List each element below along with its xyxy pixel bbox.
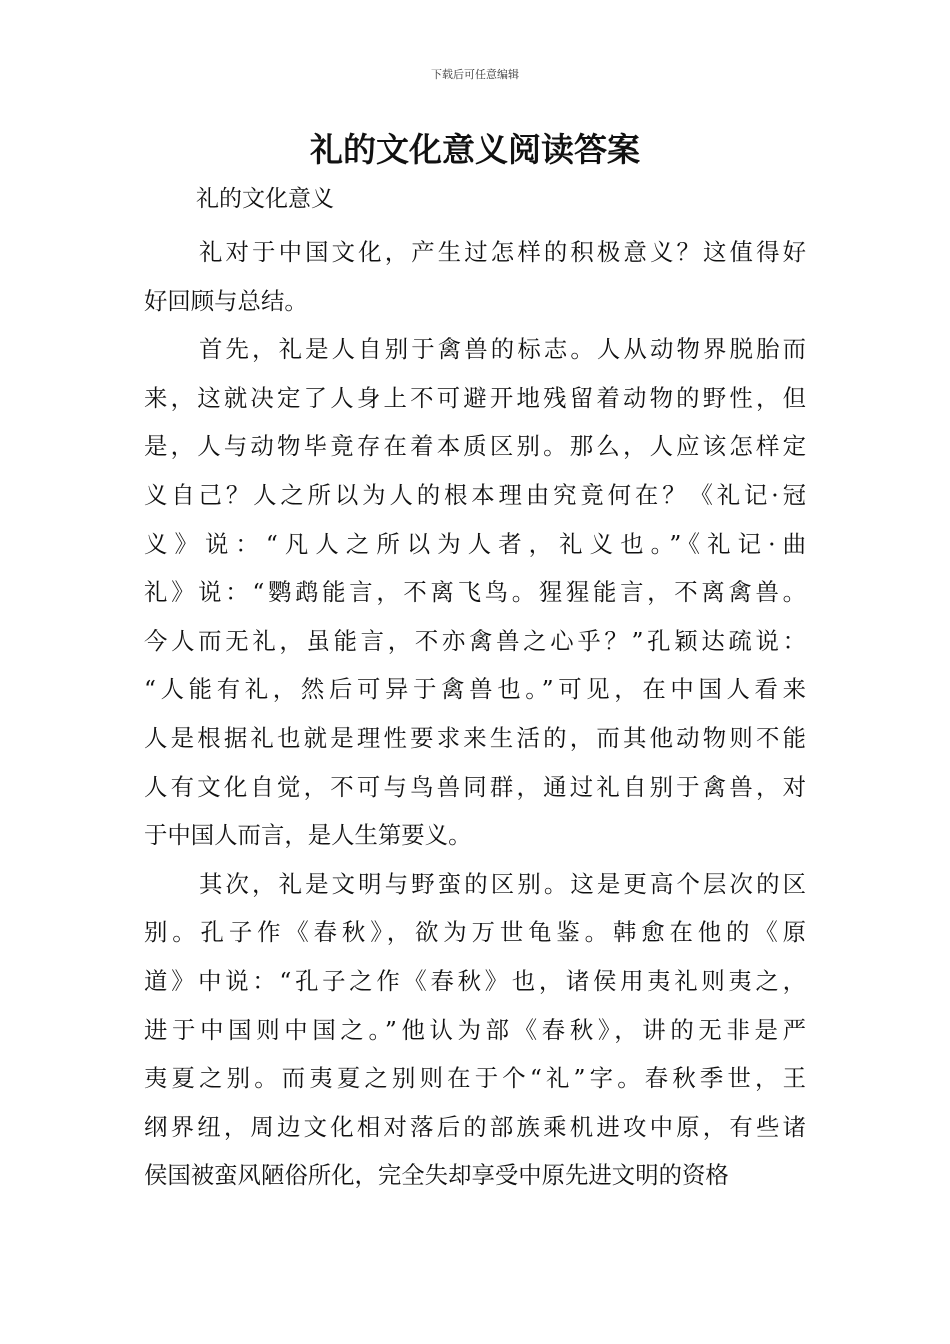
paragraph-line: 别。孔子作《春秋》，欲为万世龟鉴。韩愈在他的《原: [144, 918, 806, 947]
header-note: 下载后可任意编辑: [431, 68, 519, 81]
document-subtitle: 礼的文化意义: [196, 186, 334, 212]
paragraph-line: 人是根据礼也就是理性要求来生活的，而其他动物则不能: [144, 723, 806, 752]
document-body: [144, 228, 806, 1200]
paragraph-line: “人能有礼，然后可异于禽兽也。”可见，在中国人看来: [144, 675, 806, 704]
paragraph-line: 首先，礼是人自别于禽兽的标志。人从动物界脱胎而: [199, 335, 806, 364]
paragraph: [144, 228, 806, 325]
paragraph-line: 今人而无礼，虽能言，不亦禽兽之心乎？”孔颖达疏说：: [144, 626, 806, 655]
paragraph-line: 人有文化自觉，不可与鸟兽同群，通过礼自别于禽兽，对: [144, 772, 806, 801]
paragraph-line: 义自己？人之所以为人的根本理由究竟何在？《礼记·冠: [144, 480, 806, 509]
paragraph: [144, 860, 806, 1200]
paragraph-line: 进于中国则中国之。”他认为部《春秋》，讲的无非是严: [144, 1015, 806, 1044]
paragraph-line: 道》中说：“孔子之作《春秋》也，诸侯用夷礼则夷之，: [144, 966, 806, 995]
paragraph-line: 于中国人而言，是人生第要义。: [144, 821, 472, 850]
paragraph-line: 夷夏之别。而夷夏之别则在于个“礼”字。春秋季世，王: [144, 1064, 806, 1093]
paragraph-line: 纲界纽，周边文化相对落后的部族乘机进攻中原，有些诸: [144, 1112, 806, 1141]
paragraph-line: 好回顾与总结。: [144, 286, 308, 315]
paragraph-line: 来，这就决定了人身上不可避开地残留着动物的野性，但: [144, 383, 806, 412]
paragraph-line: 其次，礼是文明与野蛮的区别。这是更高个层次的区: [199, 869, 806, 898]
document-title: 礼的文化意义阅读答案: [310, 130, 640, 169]
paragraph-line: 侯国被蛮风陋俗所化，完全失却享受中原先进文明的资格: [144, 1161, 729, 1190]
paragraph-line: 礼对于中国文化，产生过怎样的积极意义？这值得好: [199, 238, 806, 266]
paragraph-line: 礼》说：“鹦鹉能言，不离飞鸟。猩猩能言，不离禽兽。: [144, 578, 806, 607]
paragraph-line: 义》说：“凡人之所以为人者，礼义也。”《礼记·曲: [144, 529, 806, 558]
paragraph-line: 是，人与动物毕竟存在着本质区别。那么，人应该怎样定: [144, 432, 806, 461]
paragraph: [144, 325, 806, 860]
